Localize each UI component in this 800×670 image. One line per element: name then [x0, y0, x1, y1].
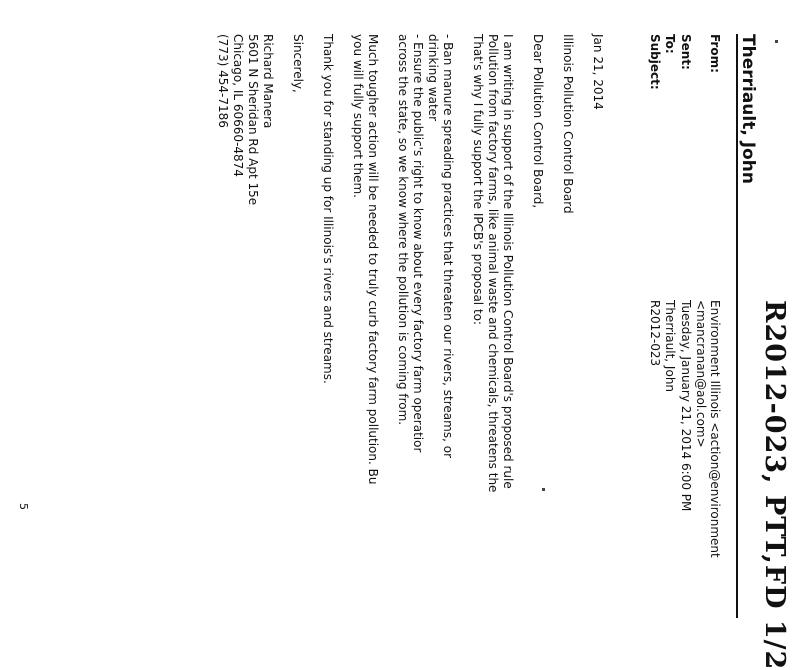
closing-line: you will fully support them. — [351, 34, 365, 198]
sent-value: Tuesday, January 21, 2014 6:00 PM — [679, 300, 693, 512]
to-label: To: — [663, 34, 677, 54]
scan-speck — [542, 488, 545, 491]
bullet-line: across the state, so we know where the pollution is coming from. — [396, 34, 410, 426]
bullet-line: - Ban manure spreading practices that threaten our rivers, streams, or — [441, 34, 455, 459]
letter-date: Jan 21, 2014 — [591, 34, 605, 110]
intro-line: Pollution from factory farms, like animal waste and chemicals, threatens the — [486, 34, 500, 493]
page-number: 5 — [17, 503, 30, 510]
scan-speck — [775, 40, 778, 43]
signature-address: 5601 N Sheridan Rd Apt 15e — [246, 34, 260, 206]
thanks-line: Thank you for standing up for Illinois's rivers and streams. — [321, 34, 335, 384]
header-divider — [736, 34, 738, 618]
from-email: <mancranan@aol.com> — [694, 300, 708, 448]
docket-stamp: R2012-023, PTT,FD 1/2 — [759, 300, 790, 670]
bullet-line: - Ensure the public's right to know about every factory farm operatior — [411, 34, 425, 453]
sender-name: Therriault, John — [738, 34, 758, 184]
letter-salutation: Dear Pollution Control Board, — [531, 34, 545, 209]
letter-recipient: Illinois Pollution Control Board — [561, 34, 575, 214]
from-value: Environment Illinois <action@environment — [708, 300, 722, 558]
intro-line: That's why I fully support the IPCB's proposal to: — [471, 34, 485, 326]
from-label: From: — [708, 34, 722, 73]
bullet-line: drinking water — [426, 34, 440, 121]
to-value: Therriault, John — [663, 300, 677, 393]
signoff: Sincerely, — [291, 34, 305, 93]
closing-line: Much tougher action will be needed to truly curb factory farm pollution. Bu — [366, 34, 380, 485]
subject-value: R2012-023 — [648, 300, 662, 367]
intro-line: I am writing in support of the Illinois Pollution Control Board's proposed rule — [501, 34, 515, 489]
signature-phone: (773) 454-7186 — [216, 34, 230, 128]
signature-city: Chicago, IL 60660-4874 — [231, 34, 245, 177]
subject-label: Subject: — [648, 34, 662, 90]
sent-label: Sent: — [679, 34, 693, 70]
signature-name: Richard Manera — [261, 34, 275, 129]
